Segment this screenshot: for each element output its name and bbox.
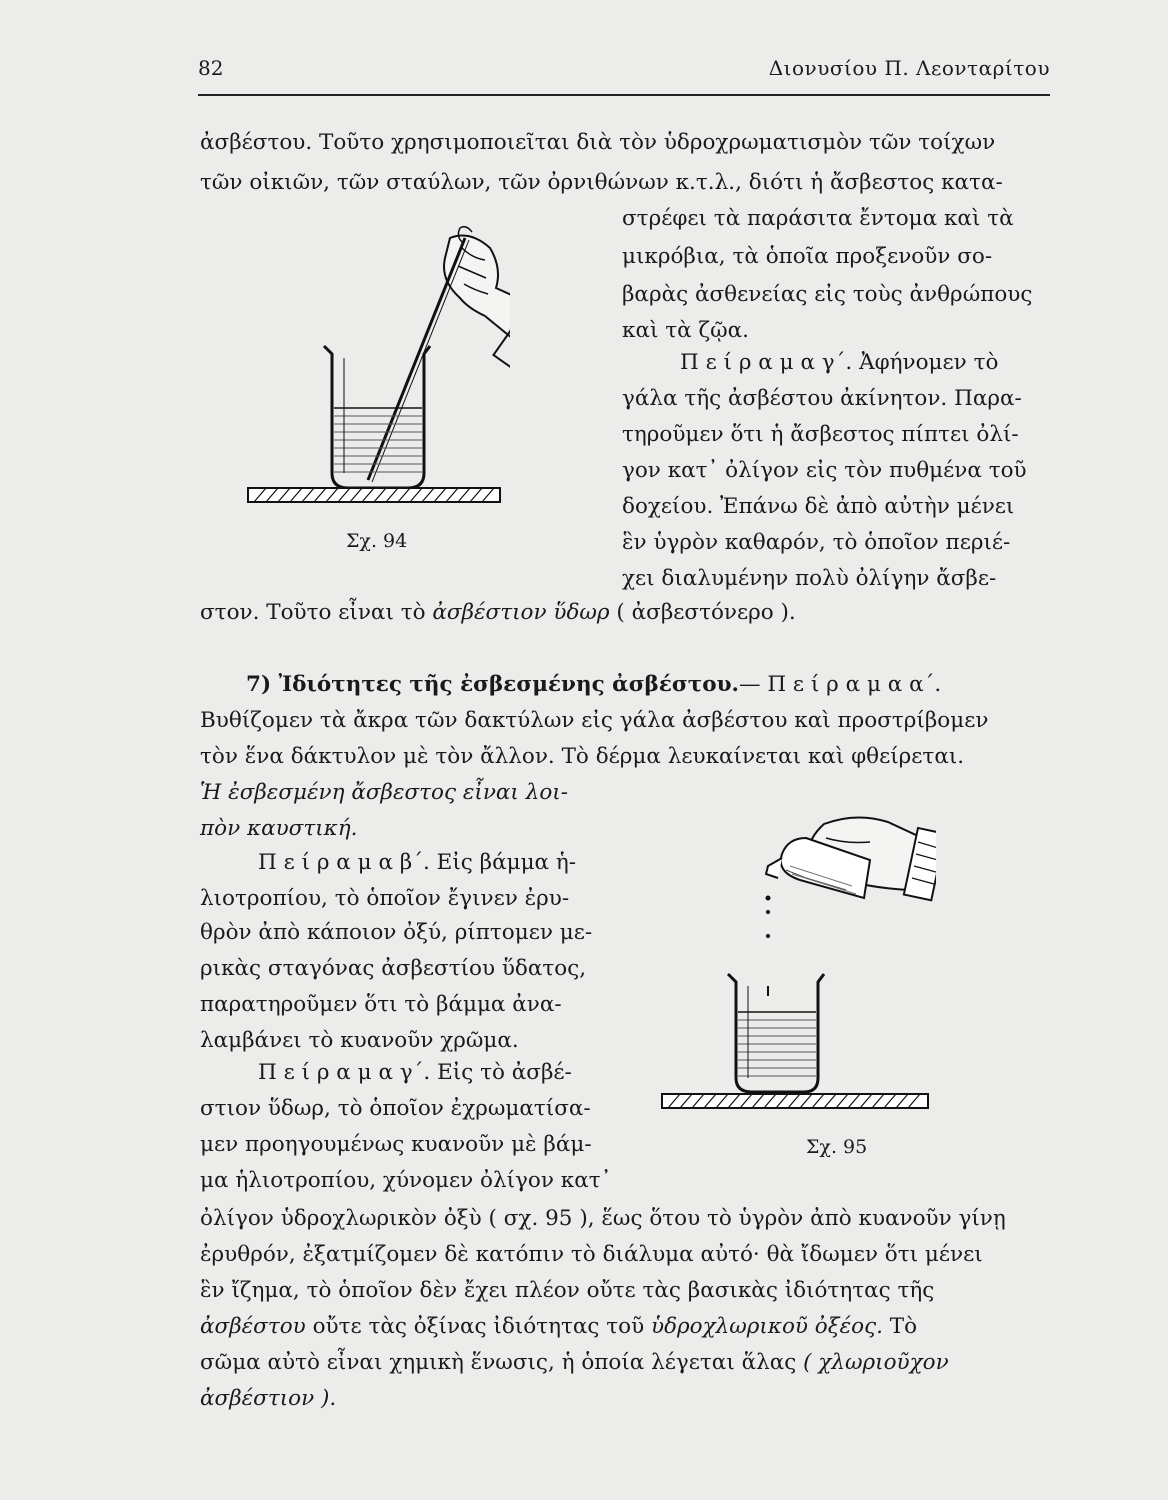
text-line: ρικὰς σταγόνας ἀσβεστίου ὕδατος, <box>200 956 587 981</box>
text-line: γάλα τῆς ἀσβέστου ἀκίνητον. Παρα- <box>622 386 1022 411</box>
section-heading: 7) Ἰδιότητες τῆς ἐσβεσμένης ἀσβέστου. <box>246 672 739 697</box>
text-line <box>200 1348 949 1378</box>
text-line: τὸν ἕνα δάκτυλον μὲ τὸν ἄλλον. Τὸ δέρμα λευκαίνεται καὶ φθείρεται. <box>200 744 965 769</box>
experiment-label: Π ε ί ρ α μ α γ΄. <box>680 350 853 375</box>
text-line: παρατηροῦμεν ὅτι τὸ βάμμα ἀνα- <box>200 992 562 1017</box>
running-head-author: Διονυσίου Π. Λεονταρίτου <box>768 56 1050 80</box>
text-span: ( ἀσβεστόνερο ). <box>609 600 796 625</box>
header-rule <box>198 94 1050 96</box>
figure-95-illustration <box>656 808 936 1118</box>
text-span: Τὸ <box>882 1314 918 1339</box>
experiment-label: Π ε ί ρ α μ α β΄. <box>258 850 430 875</box>
text-line <box>200 598 796 628</box>
text-line: Βυθίζομεν τὰ ἄκρα τῶν δακτύλων εἰς γάλα ἀσβέστου καὶ προστρίβομεν <box>200 708 989 733</box>
text-line: ἀσβέστιον ). <box>200 1386 337 1411</box>
text-line: τηροῦμεν ὅτι ἡ ἄσβεστος πίπτει ὀλί- <box>622 422 1019 447</box>
text-line: χει διαλυμένην πολὺ ὀλίγην ἄσβε- <box>622 566 997 591</box>
experiment-label: Π ε ί ρ α μ α α΄. <box>767 672 942 697</box>
stand-slab <box>248 488 500 502</box>
text-line: ἀσβέστου. Τοῦτο χρησιμοποιεῖται διὰ τὸν ὑδροχρωματισμὸν τῶν τοίχων <box>200 130 996 155</box>
text-line <box>258 848 576 878</box>
term-hydrochloric-acid: ὑδροχλωρικοῦ ὀξέος. <box>651 1314 883 1339</box>
text-span: στον. Τοῦτο εἶναι τὸ <box>200 600 433 625</box>
text-span: Εἰς τὸ ἀσβέ- <box>430 1060 572 1085</box>
beaker-icon <box>728 974 824 1092</box>
text-line <box>258 1058 572 1088</box>
text-line: μεν προηγουμένως κυανοῦν μὲ βάμ- <box>200 1132 592 1157</box>
text-line: βαρὰς ἀσθενείας εἰς τοὺς ἀνθρώπους <box>622 282 1033 307</box>
text-line: ἓν ἴζημα, τὸ ὁποῖον δὲν ἔχει πλέον οὔτε τὰς βασικὰς ἰδιότητας τῆς <box>200 1278 935 1303</box>
text-line: μα ἡλιοτροπίου, χύνομεν ὀλίγον κατ᾽ <box>200 1168 612 1193</box>
text-line: γον κατ᾽ ὀλίγον εἰς τὸν πυθμένα τοῦ <box>622 458 1027 483</box>
term-calcium-chloride: ( χλωριοῦχον <box>803 1350 949 1375</box>
text-line <box>200 1312 917 1342</box>
section-heading-line <box>246 670 941 700</box>
text-span: Εἰς βάμμα ἡ- <box>429 850 577 875</box>
figure-95-caption: Σχ. 95 <box>806 1136 868 1158</box>
text-line: καὶ τὰ ζῷα. <box>622 318 750 343</box>
text-line: δοχείου. Ἐπάνω δὲ ἀπὸ αὐτὴν μένει <box>622 494 1015 519</box>
text-line: τῶν οἰκιῶν, τῶν σταύλων, τῶν ὀρνιθώνων κ.τ.λ., διότι ἡ ἄσβεστος κατα- <box>200 170 1003 195</box>
page-number: 82 <box>198 56 224 80</box>
text-line: ἐρυθρόν, ἐξατμίζομεν δὲ κατόπιν τὸ διάλυμα αὐτό· θὰ ἴδωμεν ὅτι μένει <box>200 1242 983 1267</box>
text-line: στιον ὕδωρ, τὸ ὁποῖον ἐχρωματίσα- <box>200 1096 591 1121</box>
figure-94-caption: Σχ. 94 <box>346 530 408 552</box>
experiment-label: Π ε ί ρ α μ α γ΄. <box>258 1060 431 1085</box>
text-line: λαμβάνει τὸ κυανοῦν χρῶμα. <box>200 1028 519 1053</box>
text-line: στρέφει τὰ παράσιτα ἔντομα καὶ τὰ <box>622 206 1014 231</box>
figure-94-illustration <box>240 218 510 518</box>
hand-icon <box>444 227 510 378</box>
text-span: οὔτε τὰς ὀξίνας ἰδιότητας τοῦ <box>305 1314 651 1339</box>
text-span: σῶμα αὐτὸ εἶναι χημικὴ ἕνωσις, ἡ ὁποία λέγεται ἅλας <box>200 1350 804 1375</box>
text-line: θρὸν ἀπὸ κάποιον ὀξύ, ρίπτομεν με- <box>200 920 593 945</box>
text-line: μικρόβια, τὰ ὁποῖα προξενοῦν σο- <box>622 244 993 269</box>
text-line: ὀλίγον ὑδροχλωρικὸν ὀξὺ ( σχ. 95 ), ἕως ὅτου τὸ ὑγρὸν ἀπὸ κυανοῦν γίνῃ <box>200 1206 1006 1231</box>
page-header <box>198 56 1050 88</box>
experiment-text: Ἀφήνομεν τὸ <box>852 350 999 375</box>
text-line: ἓν ὑγρὸν καθαρόν, τὸ ὁποῖον περιέ- <box>622 530 1011 555</box>
text-line: λιοτροπίου, τὸ ὁποῖον ἔγινεν ἐρυ- <box>200 886 570 911</box>
text-line <box>680 348 998 378</box>
text-line: πὸν καυστική. <box>200 816 358 841</box>
text-line: Ἡ ἐσβεσμένη ἄσβεστος εἶναι λοι- <box>200 780 568 805</box>
term-limewater: ἀσβέστιον ὕδωρ <box>432 600 610 625</box>
term-lime: ἀσβέστου <box>200 1314 306 1339</box>
text-span: — <box>738 672 768 697</box>
